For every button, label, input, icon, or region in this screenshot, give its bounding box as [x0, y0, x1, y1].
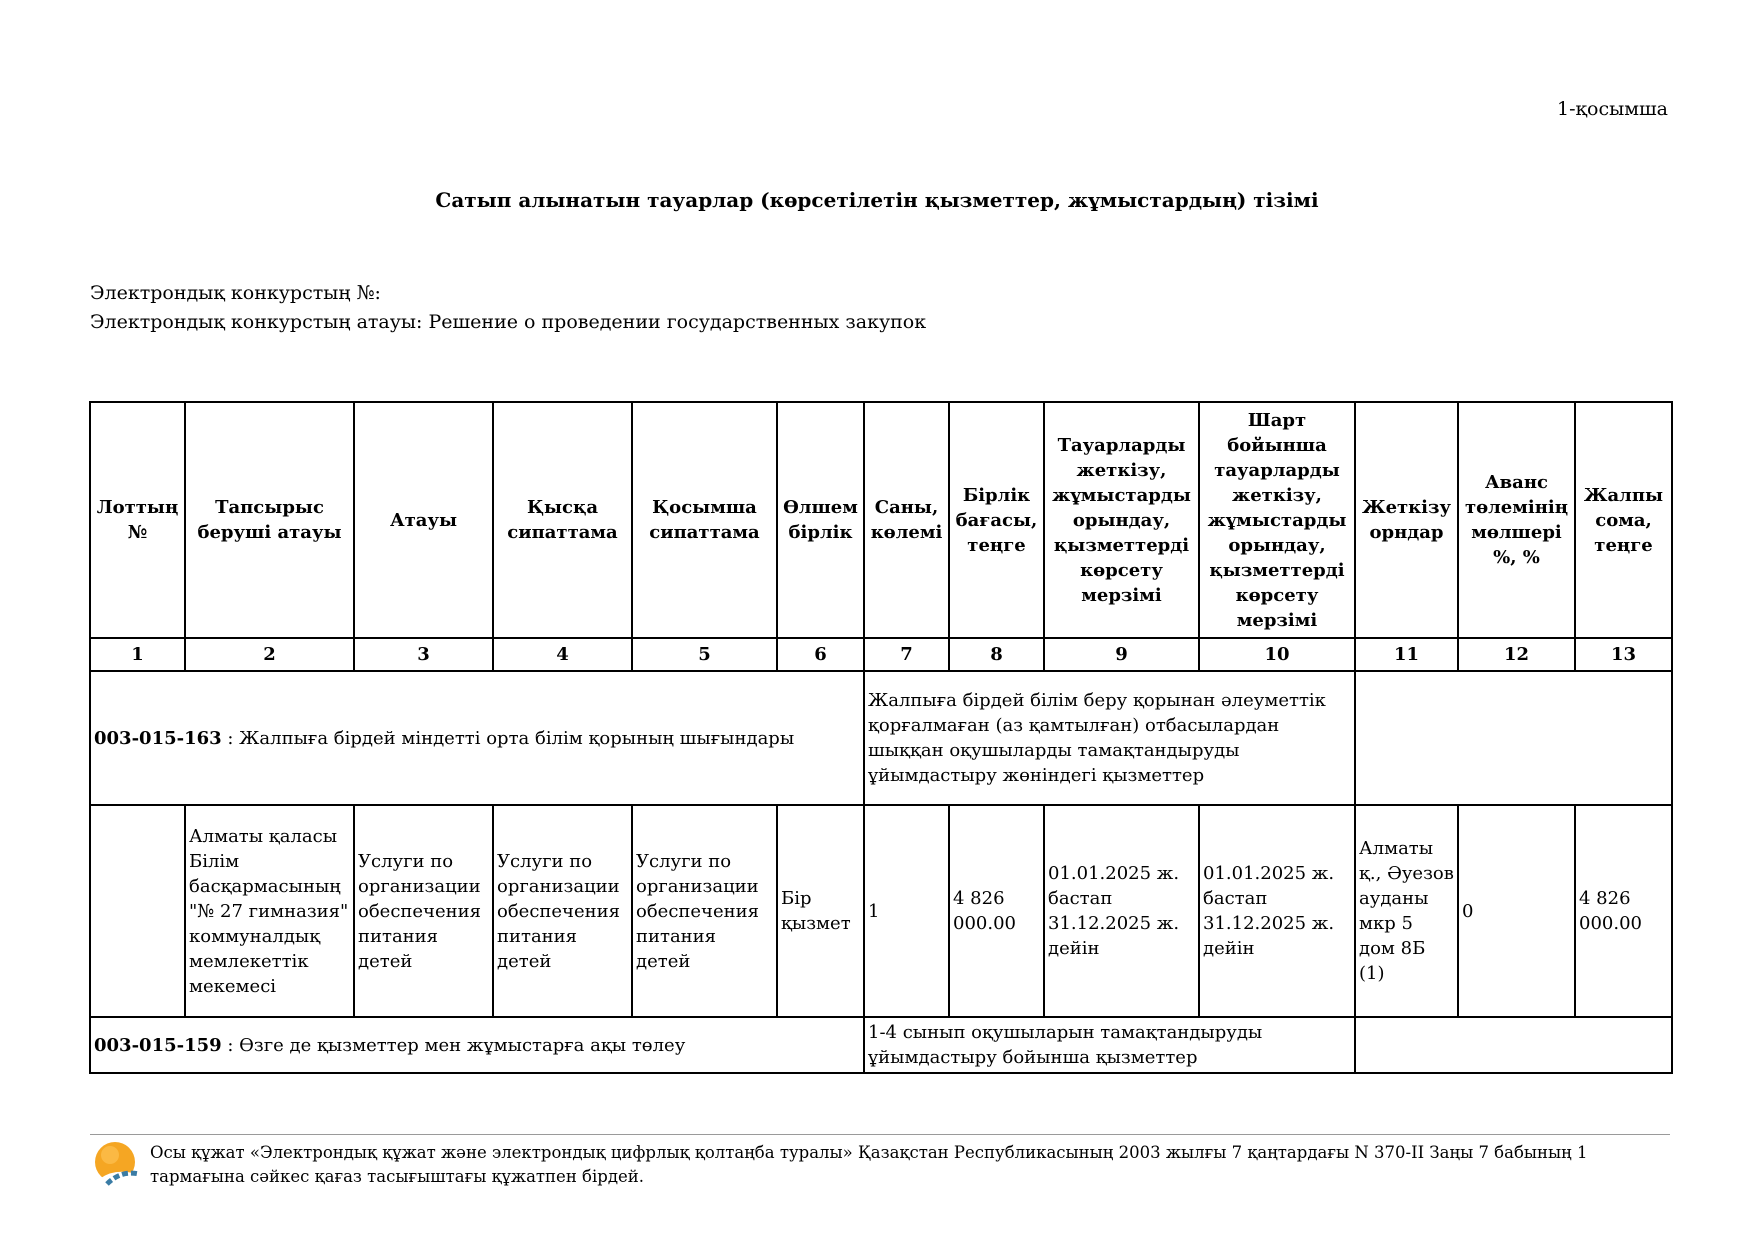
lot-number — [90, 805, 185, 1017]
column-number: 4 — [493, 638, 632, 671]
total-amount: 4 826 000.00 — [1575, 805, 1672, 1017]
column-number: 1 — [90, 638, 185, 671]
contract-period: 01.01.2025 ж. бастап 31.12.2025 ж. дейін — [1199, 805, 1355, 1017]
short-description: Услуги по организации обеспечения питания детей — [493, 805, 632, 1017]
budget-code-cell — [90, 1017, 864, 1073]
column-header: Атауы — [354, 402, 493, 638]
table-row — [90, 805, 1672, 1017]
budget-description: 1-4 сынып оқушыларын тамақтандыруды ұйымдастыру бойынша қызметтер — [864, 1017, 1355, 1073]
budget-description: Жалпыға бірдей білім беру қорынан әлеуметтік қорғалмаған (аз қамтылған) отбасылардан шыққан оқушыларды тамақтандыруды ұйымдастыру жөніндегі қызметтер — [864, 671, 1355, 805]
customer-name: Алматы қаласы Білім басқармасының "№ 27 гимназия" коммуналдық мемлекеттік мекемесі — [185, 805, 354, 1017]
column-header: Тапсырыс беруші атауы — [185, 402, 354, 638]
budget-group-row — [90, 671, 1672, 805]
unit: Бір қызмет — [777, 805, 864, 1017]
column-number: 5 — [632, 638, 777, 671]
item-name: Услуги по организации обеспечения питания детей — [354, 805, 493, 1017]
appendix-label: 1-қосымша — [1557, 98, 1668, 120]
unit-price: 4 826 000.00 — [949, 805, 1044, 1017]
column-header: Аванс төлемінің мөлшері %, % — [1458, 402, 1575, 638]
column-header: Жеткізу орндар — [1355, 402, 1458, 638]
column-number: 12 — [1458, 638, 1575, 671]
column-header: Шарт бойынша тауарларды жеткізу, жұмыстарды орындау, қызметтерді көрсету мерзімі — [1199, 402, 1355, 638]
egov-logo-icon — [93, 1140, 141, 1188]
column-number: 11 — [1355, 638, 1458, 671]
contest-name-label: Электрондық конкурстың атауы: — [90, 311, 423, 333]
contest-number-label: Электрондық конкурстың №: — [90, 282, 381, 304]
contest-name-value: Решение о проведении государственных закупок — [428, 311, 927, 333]
column-number: 9 — [1044, 638, 1199, 671]
budget-code-text: : Өзге де қызметтер мен жұмыстарға ақы төлеу — [221, 1034, 686, 1056]
extra-description: Услуги по организации обеспечения питания детей — [632, 805, 777, 1017]
column-number: 3 — [354, 638, 493, 671]
delivery-period: 01.01.2025 ж. бастап 31.12.2025 ж. дейін — [1044, 805, 1199, 1017]
column-number: 13 — [1575, 638, 1672, 671]
column-header: Қосымша сипаттама — [632, 402, 777, 638]
column-number-row — [90, 638, 1672, 671]
budget-code-cell — [90, 671, 864, 805]
lots-table — [89, 401, 1673, 1074]
column-number: 10 — [1199, 638, 1355, 671]
column-number: 6 — [777, 638, 864, 671]
column-number: 7 — [864, 638, 949, 671]
column-header: Қысқа сипаттама — [493, 402, 632, 638]
table-header-row — [90, 402, 1672, 638]
budget-empty-cell — [1355, 1017, 1672, 1073]
budget-code: 003-015-163 — [94, 727, 222, 749]
column-header: Лоттың № — [90, 402, 185, 638]
advance-percent: 0 — [1458, 805, 1575, 1017]
column-header: Бірлік бағасы, теңге — [949, 402, 1044, 638]
footer-legal-text: Осы құжат «Электрондық құжат және электрондық цифрлық қолтаңба туралы» Қазақстан Республикасының 2003 жылғы 7 қаңтардағы N 370-II Заңы 7 бабының 1 тармағына сәйкес қағаз тасығыштағы құжатпен бірдей. — [150, 1143, 1588, 1186]
column-header: Саны, көлемі — [864, 402, 949, 638]
column-number: 2 — [185, 638, 354, 671]
document-title: Сатып алынатын тауарлар (көрсетілетін қызметтер, жұмыстардың) тізімі — [435, 188, 1319, 212]
contest-number — [90, 282, 381, 304]
contest-name — [90, 311, 926, 333]
budget-empty-cell — [1355, 671, 1672, 805]
budget-code: 003-015-159 — [94, 1034, 222, 1056]
column-header: Жалпы сома, теңге — [1575, 402, 1672, 638]
budget-group-row — [90, 1017, 1672, 1073]
footer-divider — [90, 1134, 1670, 1135]
column-header: Тауарларды жеткізу, жұмыстарды орындау, қызметтерді көрсету мерзімі — [1044, 402, 1199, 638]
budget-code-text: : Жалпыға бірдей міндетті орта білім қорының шығындары — [221, 727, 795, 749]
quantity: 1 — [864, 805, 949, 1017]
delivery-place: Алматы қ., Әуезов ауданы мкр 5 дом 8Б (1) — [1355, 805, 1458, 1017]
column-number: 8 — [949, 638, 1044, 671]
column-header: Өлшем бірлік — [777, 402, 864, 638]
